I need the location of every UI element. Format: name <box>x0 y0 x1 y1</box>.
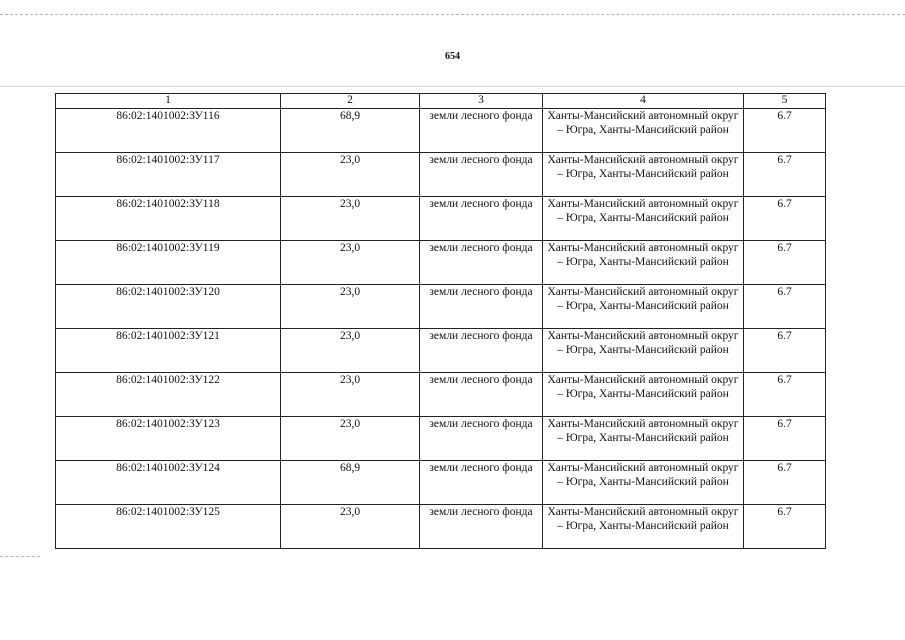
scan-edge-bottom <box>0 556 40 557</box>
cadastral-number-cell: 86:02:1401002:ЗУ121 <box>56 329 281 373</box>
code-cell: 6.7 <box>744 461 826 505</box>
cadastral-number-cell: 86:02:1401002:ЗУ120 <box>56 285 281 329</box>
land-category-cell: земли лесного фонда <box>420 153 543 197</box>
location-cell: Ханты-Мансийский автономный округ – Югра, Ханты-Мансийский район <box>543 505 744 549</box>
header-col-3: 3 <box>420 94 543 109</box>
land-category-cell: земли лесного фонда <box>420 417 543 461</box>
land-category-cell: земли лесного фонда <box>420 505 543 549</box>
table-body <box>56 109 826 549</box>
location-cell: Ханты-Мансийский автономный округ – Югра, Ханты-Мансийский район <box>543 197 744 241</box>
code-cell: 6.7 <box>744 285 826 329</box>
location-cell: Ханты-Мансийский автономный округ – Югра, Ханты-Мансийский район <box>543 153 744 197</box>
header-col-1: 1 <box>56 94 281 109</box>
code-cell: 6.7 <box>744 373 826 417</box>
scan-edge-top <box>0 14 905 15</box>
table-row <box>56 461 826 505</box>
area-cell: 23,0 <box>281 417 420 461</box>
area-cell: 68,9 <box>281 109 420 153</box>
code-cell: 6.7 <box>744 109 826 153</box>
location-cell: Ханты-Мансийский автономный округ – Югра, Ханты-Мансийский район <box>543 461 744 505</box>
table-row <box>56 153 826 197</box>
area-cell: 23,0 <box>281 373 420 417</box>
cadastral-number-cell: 86:02:1401002:ЗУ125 <box>56 505 281 549</box>
code-cell: 6.7 <box>744 505 826 549</box>
table-row <box>56 373 826 417</box>
cadastral-number-cell: 86:02:1401002:ЗУ119 <box>56 241 281 285</box>
code-cell: 6.7 <box>744 417 826 461</box>
location-cell: Ханты-Мансийский автономный округ – Югра, Ханты-Мансийский район <box>543 241 744 285</box>
header-col-5: 5 <box>744 94 826 109</box>
area-cell: 23,0 <box>281 197 420 241</box>
area-cell: 23,0 <box>281 329 420 373</box>
table-row <box>56 505 826 549</box>
scan-divider <box>0 86 905 87</box>
code-cell: 6.7 <box>744 241 826 285</box>
land-category-cell: земли лесного фонда <box>420 373 543 417</box>
table-row <box>56 109 826 153</box>
code-cell: 6.7 <box>744 153 826 197</box>
table-row <box>56 285 826 329</box>
land-category-cell: земли лесного фонда <box>420 241 543 285</box>
table-row <box>56 329 826 373</box>
area-cell: 68,9 <box>281 461 420 505</box>
land-category-cell: земли лесного фонда <box>420 461 543 505</box>
header-row <box>56 94 826 109</box>
code-cell: 6.7 <box>744 197 826 241</box>
area-cell: 23,0 <box>281 505 420 549</box>
code-cell: 6.7 <box>744 329 826 373</box>
land-plots-table <box>55 93 826 549</box>
table-row <box>56 197 826 241</box>
area-cell: 23,0 <box>281 153 420 197</box>
cadastral-number-cell: 86:02:1401002:ЗУ116 <box>56 109 281 153</box>
area-cell: 23,0 <box>281 241 420 285</box>
land-category-cell: земли лесного фонда <box>420 109 543 153</box>
header-col-2: 2 <box>281 94 420 109</box>
cadastral-number-cell: 86:02:1401002:ЗУ118 <box>56 197 281 241</box>
land-category-cell: земли лесного фонда <box>420 329 543 373</box>
cadastral-number-cell: 86:02:1401002:ЗУ123 <box>56 417 281 461</box>
location-cell: Ханты-Мансийский автономный округ – Югра, Ханты-Мансийский район <box>543 109 744 153</box>
location-cell: Ханты-Мансийский автономный округ – Югра, Ханты-Мансийский район <box>543 329 744 373</box>
land-category-cell: земли лесного фонда <box>420 285 543 329</box>
header-col-4: 4 <box>543 94 744 109</box>
land-category-cell: земли лесного фонда <box>420 197 543 241</box>
cadastral-number-cell: 86:02:1401002:ЗУ122 <box>56 373 281 417</box>
page-number: 654 <box>445 51 460 62</box>
cadastral-number-cell: 86:02:1401002:ЗУ117 <box>56 153 281 197</box>
location-cell: Ханты-Мансийский автономный округ – Югра, Ханты-Мансийский район <box>543 417 744 461</box>
area-cell: 23,0 <box>281 285 420 329</box>
table-row <box>56 241 826 285</box>
cadastral-number-cell: 86:02:1401002:ЗУ124 <box>56 461 281 505</box>
table-row <box>56 417 826 461</box>
table-header <box>56 94 826 109</box>
location-cell: Ханты-Мансийский автономный округ – Югра, Ханты-Мансийский район <box>543 285 744 329</box>
location-cell: Ханты-Мансийский автономный округ – Югра, Ханты-Мансийский район <box>543 373 744 417</box>
